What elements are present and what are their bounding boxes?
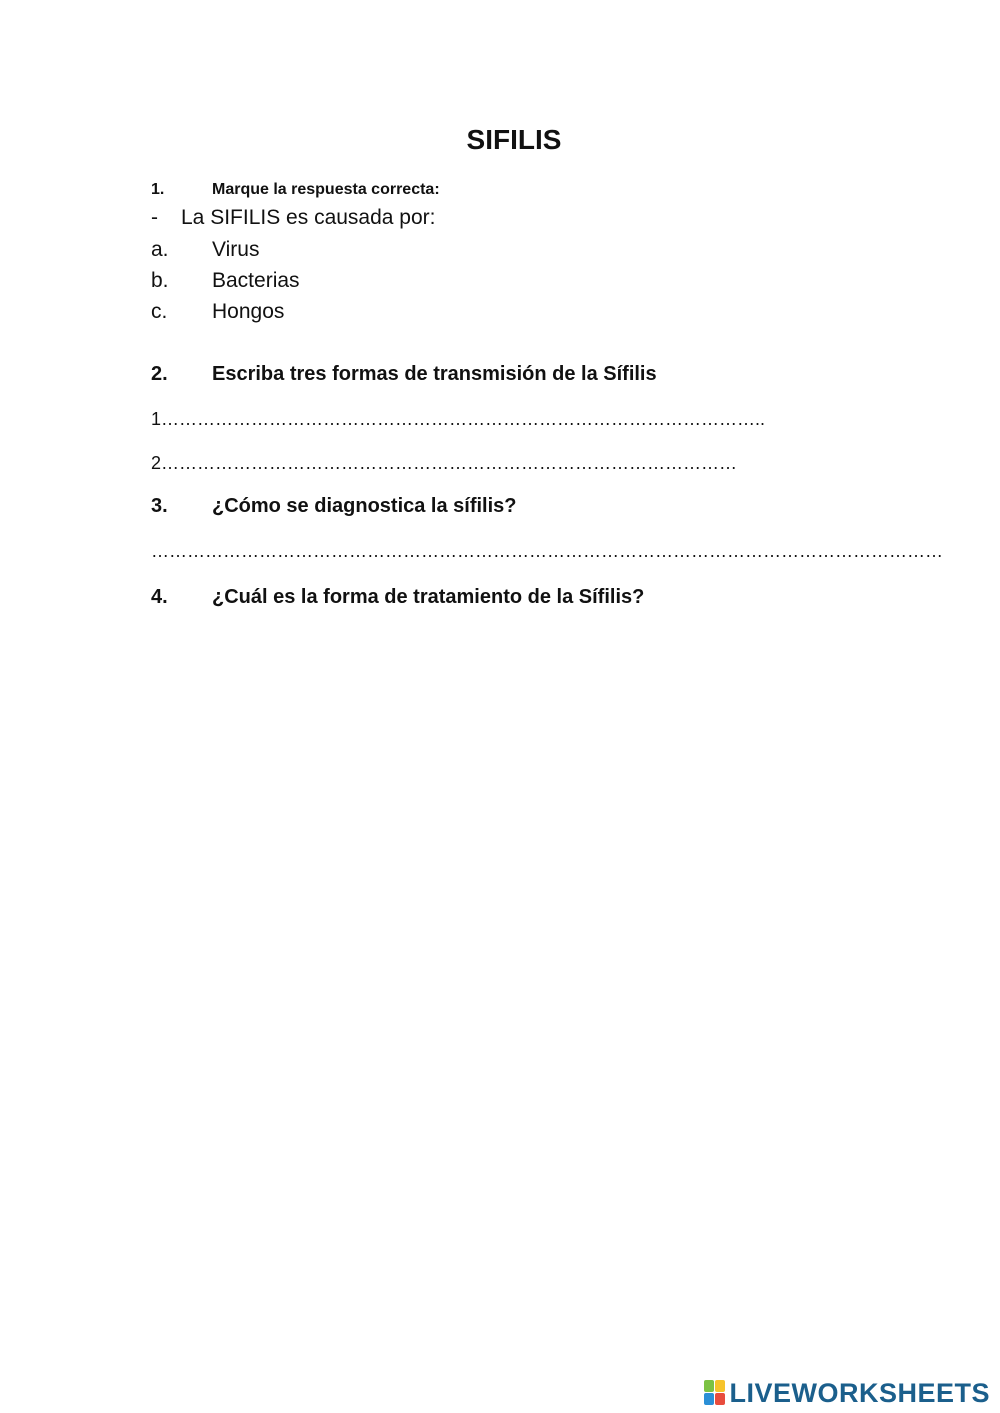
question-4-prompt: ¿Cuál es la forma de tratamiento de la Sífilis? bbox=[212, 586, 645, 608]
option-b-text[interactable]: Bacterias bbox=[212, 269, 300, 292]
answer-line-2[interactable]: 2…………………………………………………………………………………… bbox=[151, 453, 738, 473]
question-3-number: 3. bbox=[151, 495, 168, 517]
question-1-dash: - bbox=[151, 206, 158, 229]
option-b-letter: b. bbox=[151, 269, 169, 292]
option-c-text[interactable]: Hongos bbox=[212, 300, 285, 323]
question-1-number: 1. bbox=[151, 181, 165, 198]
question-2-prompt: Escriba tres formas de transmisión de la Sífilis bbox=[212, 363, 657, 385]
option-a-letter: a. bbox=[151, 238, 169, 261]
liveworksheets-logo-icon bbox=[704, 1380, 726, 1406]
question-2-number: 2. bbox=[151, 363, 168, 385]
question-4-number: 4. bbox=[151, 586, 168, 608]
question-1-prompt: Marque la respuesta correcta: bbox=[212, 181, 440, 198]
page-title: SIFILIS bbox=[466, 124, 562, 155]
question-1-stem: La SIFILIS es causada por: bbox=[181, 206, 436, 229]
liveworksheets-logo bbox=[704, 1378, 990, 1408]
liveworksheets-logo-text: LIVEWORKSHEETS bbox=[729, 1377, 990, 1408]
answer-line-1[interactable]: 1……………………………………………………………………………………….. bbox=[151, 409, 766, 429]
option-a-text[interactable]: Virus bbox=[212, 238, 260, 261]
question-3-prompt: ¿Cómo se diagnostica la sífilis? bbox=[212, 495, 517, 517]
answer-line-3[interactable]: …………………………………………………………………………………………………………………… bbox=[151, 541, 943, 561]
option-c-letter: c. bbox=[151, 300, 168, 323]
